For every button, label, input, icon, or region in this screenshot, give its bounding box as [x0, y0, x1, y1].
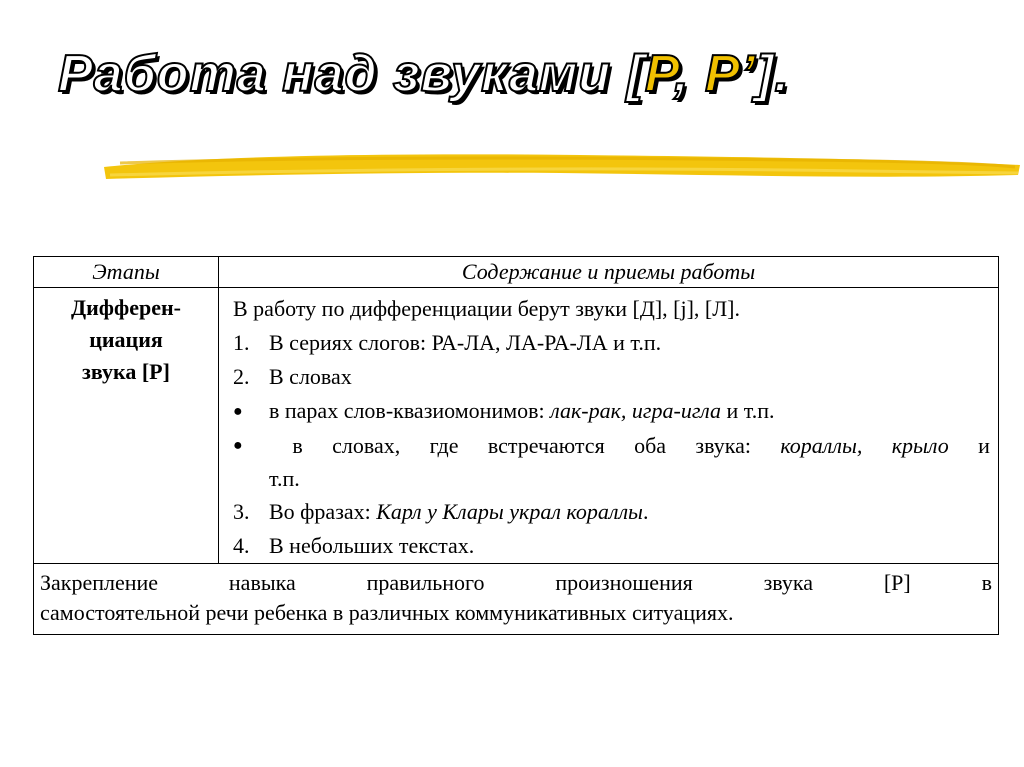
bullet-item: ● в словах, где встречаются оба звука: кораллы, крыло и	[233, 429, 990, 463]
bullet-continuation: т.п.	[269, 466, 300, 491]
stage-line: звука [Р]	[82, 359, 170, 384]
consolidation-line: самостоятельной речи ребенка в различных коммуникативных ситуациях.	[40, 600, 734, 625]
list-item: 3. Во фразах: Карл у Клары украл кораллы.	[233, 499, 649, 524]
yellow-brush-stroke	[100, 145, 1024, 190]
stage-line: циация	[89, 327, 163, 352]
bullet-icon: ●	[233, 403, 243, 420]
table-row	[34, 564, 999, 635]
list-item: 1. В сериях слогов: РА-ЛА, ЛА-РА-ЛА и т.п.	[233, 330, 662, 355]
consolidation-cell	[34, 564, 999, 635]
table-row	[34, 288, 999, 564]
stages-table	[33, 256, 999, 635]
title-prefix: Работа над звуками [	[58, 45, 645, 103]
title-sound-r-soft: Р’	[704, 45, 757, 103]
table-header-row	[34, 257, 999, 288]
stage-line: Дифферен-	[70, 295, 182, 320]
intro-text: В работу по дифференциации берут звуки [Д], [j], [Л].	[233, 296, 740, 321]
list-item: 4. В небольших текстах.	[233, 533, 475, 558]
title-sound-r: Р	[644, 45, 675, 103]
page-title	[58, 42, 790, 106]
bullet-item: ● в парах слов-квазиомонимов: лак-рак, игра-игла и т.п.	[233, 394, 990, 429]
stage-cell	[34, 288, 219, 564]
bullet-icon: ●	[233, 437, 243, 454]
title-suffix: ].	[756, 45, 790, 103]
header-stages: Этапы	[34, 257, 219, 288]
content-cell	[219, 288, 999, 564]
title-separator: ,	[674, 45, 705, 103]
header-content: Содержание и приемы работы	[219, 257, 999, 288]
consolidation-line: Закрепление навыка правильного произношения звука [Р] в	[40, 570, 992, 595]
list-item: 2. В словах	[233, 364, 352, 389]
